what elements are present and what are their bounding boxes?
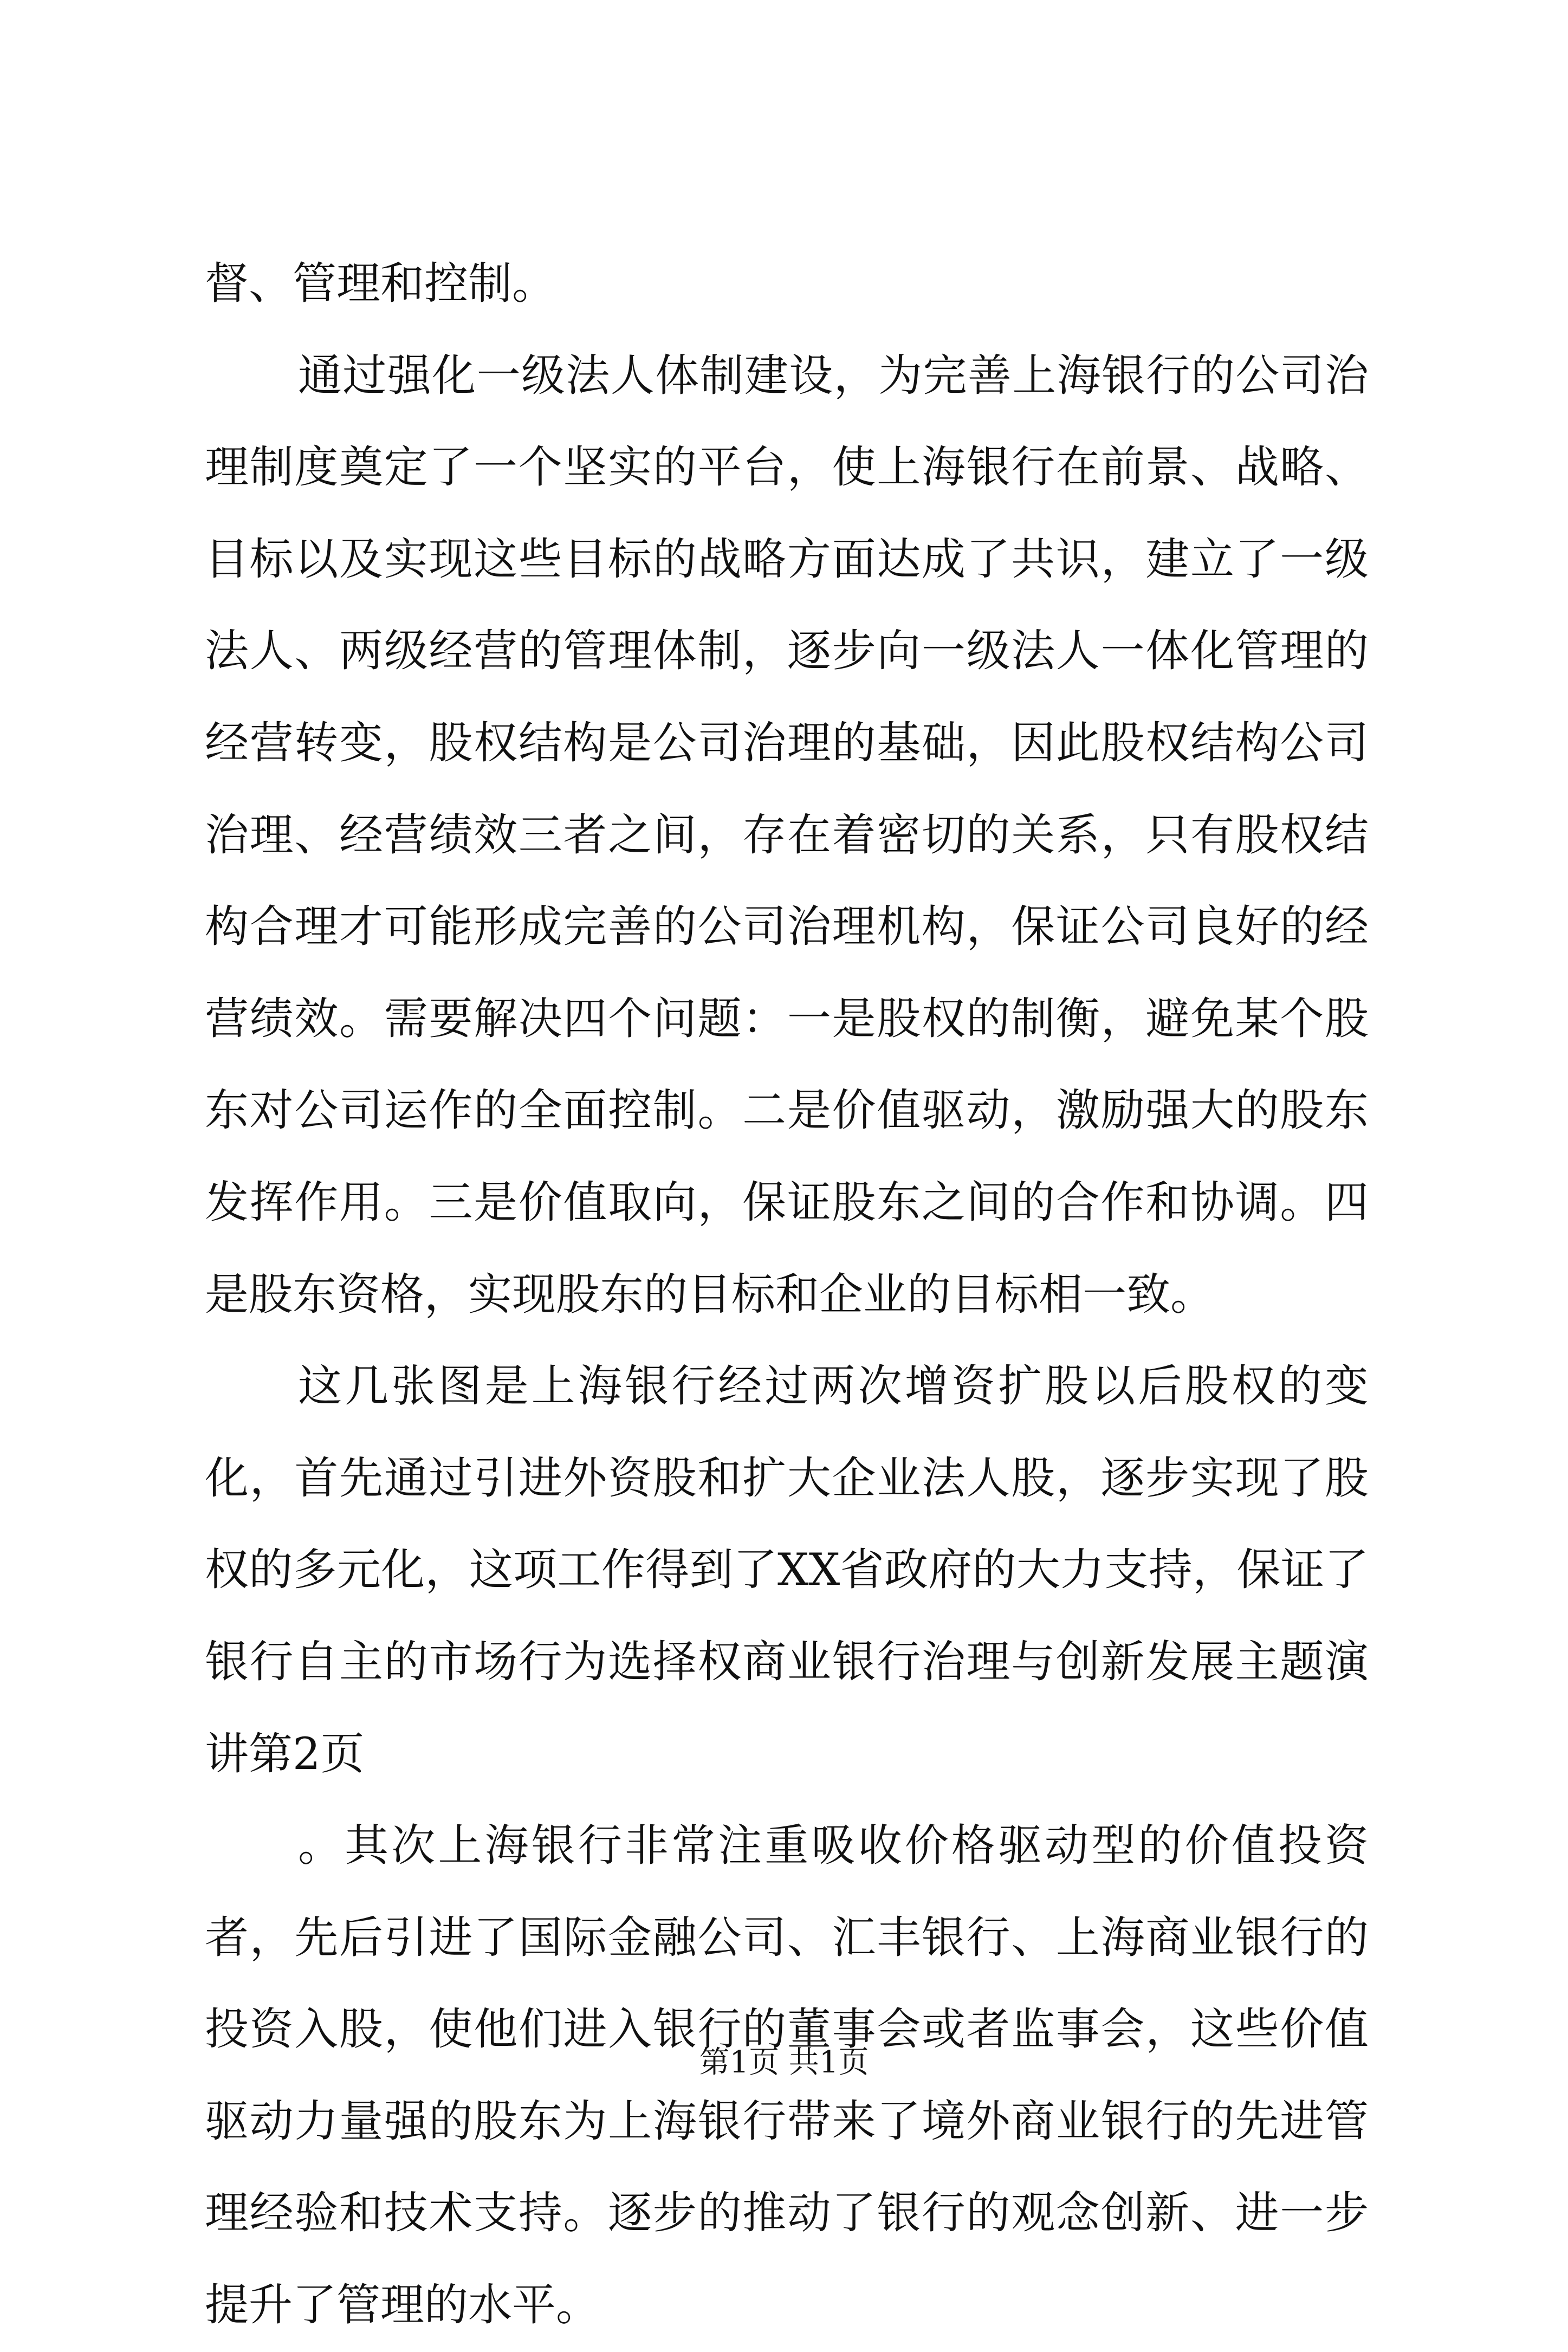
- paragraph-equity-change: 这几张图是上海银行经过两次增资扩股以后股权的变化，首先通过引进外资股和扩大企业法人股，逐步实现了股权的多元化，这项工作得到了XX省政府的大力支持，保证了银行自主的市场行为选择权商业银行治理与创新发展主题演讲第2页: [205, 1361, 1369, 1780]
- paragraph-governance: 通过强化一级法人体制建设，为完善上海银行的公司治理制度奠定了一个坚实的平台，使上海银行在前景、战略、目标以及实现这些目标的战略方面达成了共识，建立了一级法人、两级经营的管理体制，逐步向一级法人一体化管理的经营转变，股权结构是公司治理的基础，因此股权结构公司治理、经营绩效三者之间，存在着密切的关系，只有股权结构合理才可能形成完善的公司治理机构，保证公司良好的经营绩效。需要解决四个问题：一是股权的制衡，避免某个股东对公司运作的全面控制。二是价值驱动，激励强大的股东发挥作用。三是价值取向，保证股东之间的合作和协调。四是股东资格，实现股东的目标和企业的目标相一致。: [205, 350, 1369, 1320]
- page-footer: 第1页 共1页: [699, 2045, 869, 2080]
- paragraph-investors: 。其次上海银行非常注重吸收价格驱动型的价值投资者，先后引进了国际金融公司、汇丰银行、上海商业银行的投资入股，使他们进入银行的董事会或者监事会，这些价值驱动力量强的股东为上海银行带来了境外商业银行的先进管理经验和技术支持。逐步的推动了银行的观念创新、进一步提升了管理的水平。: [205, 1820, 1369, 2331]
- document-body: [205, 238, 1369, 2352]
- paragraph-continuation: 督、管理和控制。: [205, 258, 556, 309]
